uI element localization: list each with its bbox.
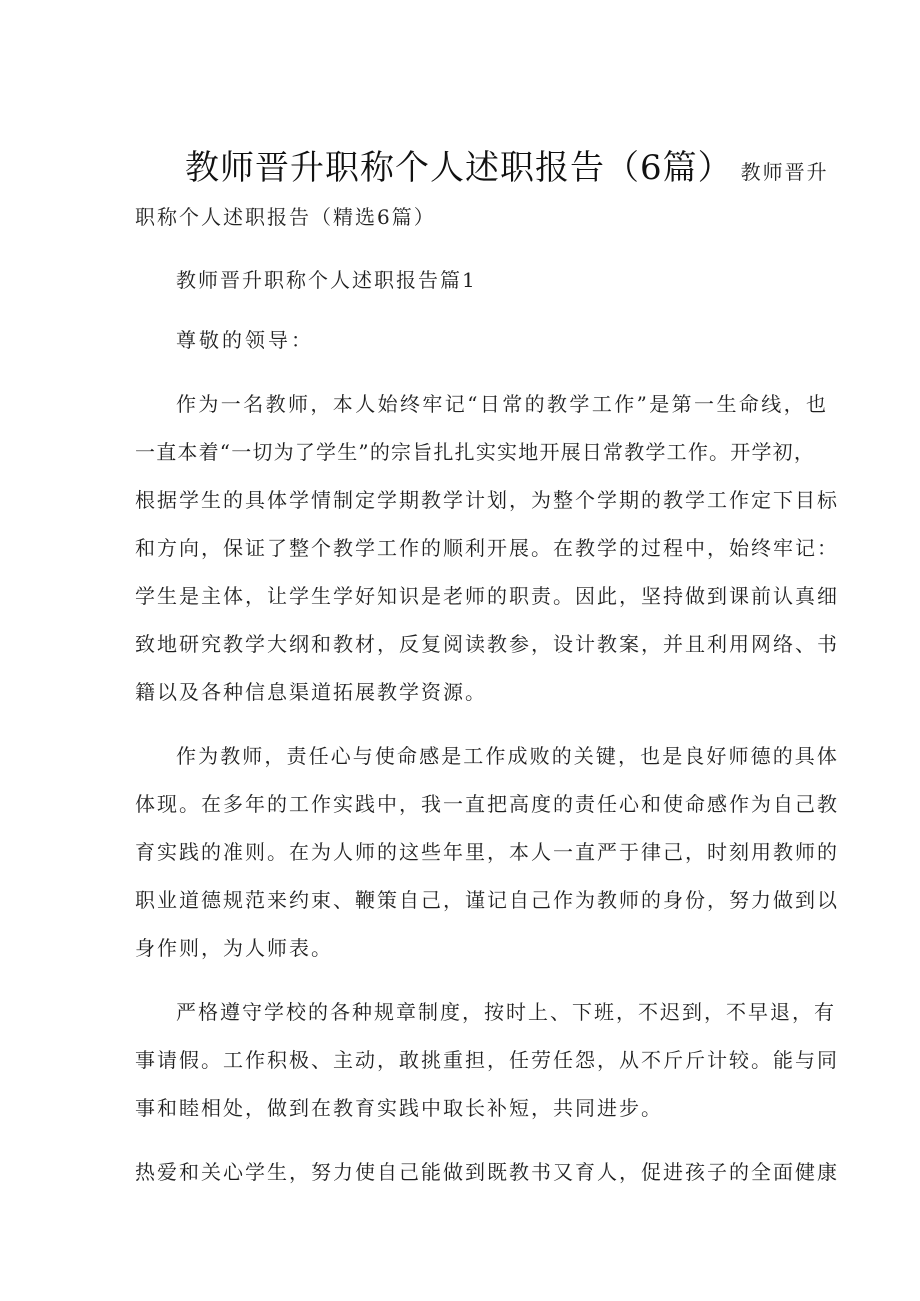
paragraph-line: 籍以及各种信息渠道拓展教学资源。 xyxy=(135,680,487,704)
paragraph-line: 致地研究教学大纲和教材，反复阅读教参，设计教案，并且利用网络、书 xyxy=(135,632,839,656)
section-heading: 教师晋升职称个人述职报告篇1 xyxy=(176,268,477,292)
salutation: 尊敬的领导： xyxy=(176,328,314,352)
paragraph-line: 事请假。工作积极、主动，敢挑重担，任劳任怨，从不斤斤计较。能与同 xyxy=(135,1048,839,1072)
title-continued: 职称个人述职报告（精选6篇） xyxy=(135,205,436,229)
paragraph-line: 和方向，保证了整个教学工作的顺利开展。在教学的过程中，始终牢记： xyxy=(135,536,839,560)
paragraph-line: 热爱和关心学生，努力使自己能做到既教书又育人，促进孩子的全面健康 xyxy=(135,1160,839,1184)
paragraph-line: 一直本着“一切为了学生”的宗旨扎扎实实地开展日常教学工作。开学初， xyxy=(135,440,816,464)
paragraph-line: 职业道德规范来约束、鞭策自己，谨记自己作为教师的身份，努力做到以 xyxy=(135,888,839,912)
title-tail: 教师晋升 xyxy=(740,160,829,184)
paragraph-line: 事和睦相处，做到在教育实践中取长补短，共同进步。 xyxy=(135,1096,663,1120)
paragraph-line: 学生是主体，让学生学好知识是老师的职责。因此，坚持做到课前认真细 xyxy=(135,584,839,608)
paragraph-line: 育实践的准则。在为人师的这些年里，本人一直严于律己，时刻用教师的 xyxy=(135,840,839,864)
paragraph-line: 作为教师，责任心与使命感是工作成败的关键，也是良好师德的具体 xyxy=(176,744,839,768)
paragraph-line: 根据学生的具体学情制定学期教学计划，为整个学期的教学工作定下目标 xyxy=(135,488,839,512)
paragraph-line: 身作则，为人师表。 xyxy=(135,936,333,960)
document-title xyxy=(185,140,885,189)
paragraph-line: 体现。在多年的工作实践中，我一直把高度的责任心和使命感作为自己教 xyxy=(135,792,839,816)
paragraph-line: 作为一名教师，本人始终牢记“日常的教学工作”是第一生命线，也 xyxy=(176,392,829,416)
title-main: 教师晋升职称个人述职报告（6篇） xyxy=(185,148,733,188)
paragraph-line: 严格遵守学校的各种规章制度，按时上、下班，不迟到，不早退，有 xyxy=(176,1000,836,1024)
